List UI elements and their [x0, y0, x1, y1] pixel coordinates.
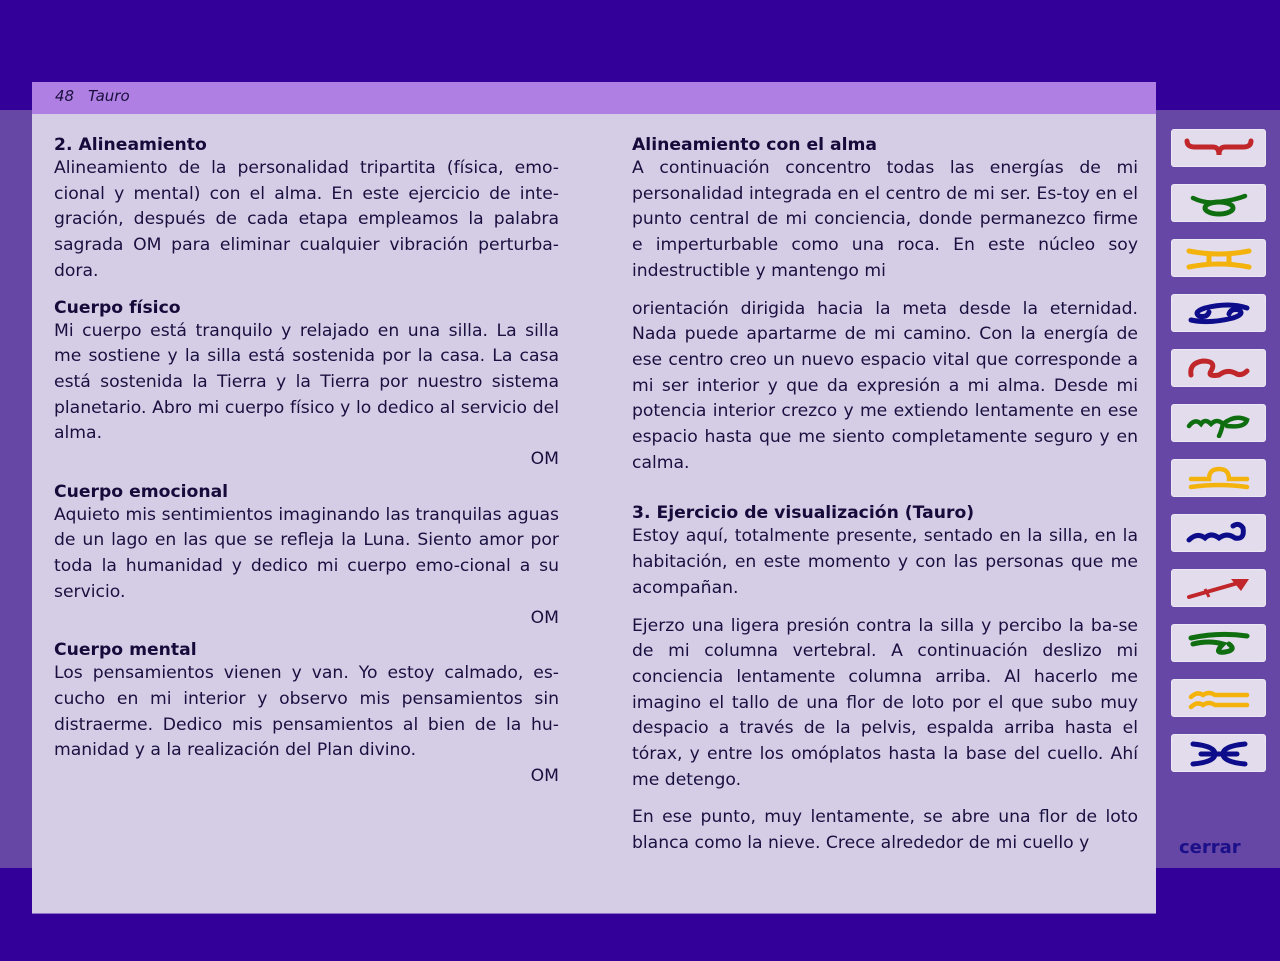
page-header [32, 82, 1156, 114]
gemini-icon [1179, 243, 1259, 273]
zodiac-button-geminis[interactable] [1171, 239, 1266, 277]
heading-cuerpo-emocional: Cuerpo emocional [54, 481, 229, 502]
zodiac-button-piscis[interactable] [1171, 734, 1266, 772]
pisces-icon [1179, 738, 1259, 768]
page-number: 48 [55, 87, 75, 105]
aquarius-icon [1179, 683, 1259, 713]
om-mantra: OM [530, 766, 559, 787]
paragraph-visualizacion-1: Estoy aquí, totalmente presente, sentado en la silla, en la habitación, en este momento y con las personas que me acompañan. [632, 526, 1138, 598]
heading-alineamiento-alma: Alineamiento con el alma [632, 135, 878, 155]
zodiac-button-libra[interactable] [1171, 459, 1266, 497]
paragraph-alineamiento: Alineamiento de la personalidad tripartita (física, emo-cional y mental) con el alma. En este ejercicio de inte-gración, después de cada etapa empleamos la palabra sagrada OM para eliminar cualquier vibración perturba-dora. [54, 158, 559, 281]
section-title: Tauro [88, 87, 130, 105]
paragraph-cuerpo-mental: Los pensamientos vienen y van. Yo estoy calmado, es-cucho en mi interior y observo mis pensamientos sin distraerme. Dedico mis pensamientos al bien de la hu-manidad y a la realización del Plan divino. [54, 663, 559, 761]
paragraph-cuerpo-emocional: Aquieto mis sentimientos imaginando las tranquilas aguas de un lago en las que se refleja la Luna. Siento amor por toda la humanidad y dedico mi cuerpo emo-cional a su servicio. [54, 504, 559, 602]
heading-cuerpo-mental: Cuerpo mental [54, 640, 197, 661]
paragraph-visualizacion-2: Ejerzo una ligera presión contra la silla y percibo la ba-se de mi columna vertebral. A continuación deslizo mi conciencia lentamente columna arriba. Al hacerlo me imagino el tallo de una flor de loto por el que subo muy despacio a través de la pelvis, espalda arriba hasta el tórax, y entre los omóplatos hasta la base del cuello. Ahí me detengo. [632, 615, 1138, 790]
zodiac-button-escorpio[interactable] [1171, 514, 1266, 552]
zodiac-button-cancer[interactable] [1171, 294, 1266, 332]
paragraph-cuerpo-fisico: Mi cuerpo está tranquilo y relajado en una silla. La silla me sostiene y la silla está sostenida por la casa. La casa está sostenida la Tierra y la Tierra por nuestro sistema planetario. Abro mi cuerpo físico y lo dedico al servicio del alma. [54, 320, 559, 444]
heading-visualizacion: 3. Ejercicio de visualización (Tauro) [632, 503, 975, 524]
taurus-icon [1179, 188, 1259, 218]
virgo-icon [1179, 408, 1259, 438]
right-column [632, 134, 1138, 869]
om-mantra: OM [530, 607, 559, 628]
aries-icon [1179, 133, 1259, 163]
close-link[interactable]: cerrar [1179, 837, 1241, 858]
paragraph-alineamiento-alma-a: A continuación concentro todas las energías de mi personalidad integrada en el centro de mi ser. Es-toy en el punto central de mi conciencia, donde permanezco firme e imperturbable como una roca. En este núcleo soy indestructible y mantengo mi [632, 158, 1138, 281]
leo-icon [1179, 353, 1259, 383]
capricorn-icon [1179, 628, 1259, 658]
zodiac-sidebar [1171, 129, 1266, 789]
heading-cuerpo-fisico: Cuerpo físico [54, 297, 181, 318]
zodiac-button-leo[interactable] [1171, 349, 1266, 387]
book-page [32, 82, 1156, 914]
libra-icon [1179, 463, 1259, 493]
zodiac-button-capricornio[interactable] [1171, 624, 1266, 662]
om-mantra: OM [530, 449, 559, 470]
left-column [54, 134, 559, 798]
paragraph-alineamiento-alma-b: orientación dirigida hacia la meta desde la eternidad. Nada puede apartarme de mi camino. Con la energía de ese centro creo un nuevo espacio vital que corresponde a mi ser interior y que da expresión a mi alma. Desde mi potencia interior crezco y me extiendo lentamente en ese espacio hasta que me siento completamente seguro y en calma. [632, 298, 1138, 473]
paragraph-visualizacion-3: En ese punto, muy lentamente, se abre una flor de loto blanca como la nieve. Crece alrededor de mi cuello y [632, 807, 1138, 854]
zodiac-button-sagitario[interactable] [1171, 569, 1266, 607]
zodiac-button-tauro[interactable] [1171, 184, 1266, 222]
sagittarius-icon [1179, 573, 1259, 603]
heading-alineamiento: 2. Alineamiento [54, 135, 207, 155]
zodiac-button-acuario[interactable] [1171, 679, 1266, 717]
zodiac-button-aries[interactable] [1171, 129, 1266, 167]
zodiac-button-virgo[interactable] [1171, 404, 1266, 442]
cancer-icon [1179, 298, 1259, 328]
scorpio-icon [1179, 518, 1259, 548]
